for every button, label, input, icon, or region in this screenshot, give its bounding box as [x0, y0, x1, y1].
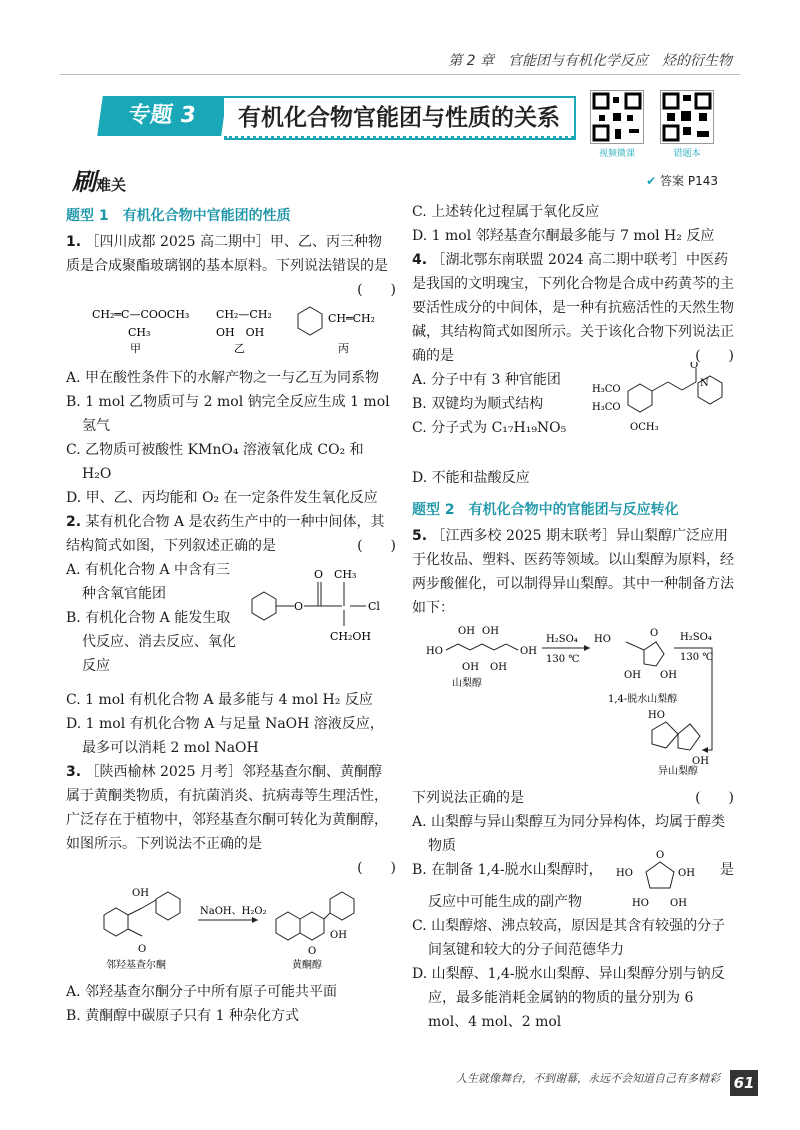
- q5-temp-2: 130 ℃: [680, 652, 714, 663]
- q5-b-ho: HO: [616, 868, 633, 879]
- q3-option-d[interactable]: D. 1 mol 邻羟基查尔酮最多能与 7 mol H₂ 反应: [412, 228, 715, 244]
- q5-oh-4: OH: [462, 662, 479, 673]
- right-column: [412, 200, 734, 1034]
- q1-option-c[interactable]: C. 乙物质可被酸性 KMnO₄ 溶液氧化成 CO₂ 和 H₂O: [66, 442, 364, 482]
- q2-ch2oh: CH₂OH: [330, 630, 372, 643]
- q3-label-a: 邻羟基查尔酮: [106, 960, 166, 971]
- answer-bracket: ( ): [357, 538, 396, 554]
- q4-n: N: [700, 378, 709, 389]
- q1-option-a[interactable]: A. 甲在酸性条件下的水解产物之一与乙互为同系物: [66, 370, 380, 386]
- q3-o-a: O: [138, 944, 147, 955]
- struct-label-b: 乙: [234, 342, 245, 355]
- struct-label-c: 丙: [338, 342, 349, 355]
- q2-structure: [246, 558, 396, 648]
- level-mark: 刷: [72, 168, 96, 196]
- q1-option-b[interactable]: B. 1 mol 乙物质可与 2 mol 钠完全反应生成 1 mol 氢气: [66, 394, 390, 434]
- q4-option-d[interactable]: D. 不能和盐酸反应: [412, 470, 530, 486]
- q4-options-a-c: [412, 368, 582, 440]
- left-column: [66, 200, 396, 1028]
- q5-option-b-block[interactable]: [412, 850, 734, 914]
- q4-ome-1: H₃CO: [592, 384, 621, 395]
- struct-label-a: 甲: [130, 342, 141, 355]
- topic-title: 有机化合物官能团与性质的关系: [224, 96, 576, 140]
- q4-option-a[interactable]: A. 分子中有 3 种官能团: [412, 372, 561, 388]
- q5-reagent-1: H₂SO₄: [546, 634, 578, 645]
- q5-scheme: [412, 620, 734, 778]
- q5-label-1: 山梨醇: [452, 678, 482, 689]
- question-stem: ［江西多校 2025 期末联考］异山梨醇广泛应用于化妆品、塑料、医药等领域。以山梨醇为原料，经两步酸催化，可以制得异山梨醇。其中一种制备方法如下：: [412, 528, 734, 616]
- q1-structures: [66, 302, 396, 358]
- question-stem: 某有机化合物 A 是农药生产中的一种中间体，其结构简式如图，下列叙述正确的是: [66, 514, 385, 554]
- struct-c-line1: CH═CH₂: [328, 312, 376, 325]
- q5-label-3: 异山梨醇: [658, 766, 698, 777]
- question-4: [412, 248, 734, 368]
- q2-options-a-b: [66, 558, 241, 678]
- header-divider: [60, 74, 740, 75]
- question-1: [66, 230, 396, 298]
- q4-option-b[interactable]: B. 双键均为顺式结构: [412, 396, 544, 412]
- q3-label-b: 黄酮醇: [292, 960, 322, 971]
- q2-option-b[interactable]: B. 有机化合物 A 能发生取代反应、消去反应、氧化反应: [66, 610, 236, 674]
- question-prompt: 下列说法正确的是: [412, 790, 524, 806]
- q3-oh-a: OH: [132, 888, 149, 899]
- topic-tag: 专题 3: [97, 96, 227, 136]
- q5-label-2: 1,4-脱水山梨醇: [608, 694, 678, 705]
- answer-bracket: ( ): [357, 860, 396, 876]
- q3-option-b[interactable]: B. 黄酮醇中碳原子只有 1 种杂化方式: [66, 1008, 299, 1024]
- q3-reagent: NaOH、H₂O₂: [200, 906, 267, 917]
- q5-option-b-tail2: 反应中可能生成的副产物: [428, 894, 582, 910]
- q5-option-c[interactable]: C. 山梨醇熔、沸点较高，原因是其含有较强的分子间氢键和较大的分子间范德华力: [412, 918, 726, 958]
- page-number: 61: [730, 1070, 758, 1096]
- q4-option-c[interactable]: C. 分子式为 C₁₇H₁₉NO₅: [412, 420, 567, 436]
- q2-option-c[interactable]: C. 1 mol 有机化合物 A 最多能与 4 mol H₂ 反应: [66, 692, 373, 708]
- q5-oh-7: OH: [660, 670, 677, 681]
- q5-option-b-tail: 是: [720, 862, 734, 878]
- q5-oh-5: OH: [490, 662, 507, 673]
- qr-wrong-label: 错题本: [673, 149, 701, 159]
- question-2: [66, 510, 396, 558]
- struct-a-line2: CH₃: [128, 326, 151, 339]
- q4-structure: [582, 362, 734, 462]
- q3-option-c[interactable]: C. 上述转化过程属于氧化反应: [412, 204, 600, 220]
- level-label: 难关: [96, 176, 127, 194]
- answer-bracket: ( ): [695, 790, 734, 806]
- answer-reference: [646, 172, 718, 189]
- question-stem: ［陕西榆林 2025 月考］邻羟基查尔酮、黄酮醇属于黄酮类物质，有抗菌消炎、抗病毒等生理活性，广泛存在于植物中，邻羟基查尔酮可转化为黄酮醇，如图所示。下列说法不正确的是: [66, 764, 388, 852]
- q5-o-1: O: [650, 628, 659, 639]
- qr-video-label: 视频微课: [598, 149, 635, 159]
- question-number: 5.: [412, 528, 428, 544]
- question-5: [412, 524, 734, 620]
- qr-code-icon: [591, 91, 643, 143]
- footer-motto: 人生就像舞台，不到谢幕，永远不会知道自己有多精彩: [456, 1072, 720, 1085]
- q3-structures: [66, 880, 396, 972]
- q5-ho-2: HO: [594, 634, 611, 645]
- struct-b-line2: OH OH: [216, 326, 265, 339]
- q2-block: [66, 558, 396, 688]
- q2-cl: Cl: [368, 600, 380, 613]
- q5-oh-6: OH: [624, 670, 641, 681]
- check-icon: ✔: [646, 174, 657, 188]
- question-number: 4.: [412, 252, 428, 268]
- q5-ho-1: HO: [426, 646, 443, 657]
- q2-option-d[interactable]: D. 1 mol 有机化合物 A 与足量 NaOH 溶液反应，最多可以消耗 2 mol NaOH: [66, 716, 384, 756]
- question-5-prompt: [412, 786, 734, 810]
- q5-temp-1: 130 ℃: [546, 654, 580, 665]
- chapter-title: 第 2 章 官能团与有机化学反应 烃的衍生物: [448, 53, 732, 69]
- q5-b-oh-2: OH: [670, 898, 687, 909]
- q5-oh-2: OH: [458, 626, 475, 637]
- question-stem: ［四川成都 2025 高二期中］甲、乙、丙三种物质是合成聚酯玻璃钢的基本原料。下列说法错误的是: [66, 234, 388, 274]
- topic-banner: [100, 96, 570, 140]
- answer-bracket: ( ): [695, 348, 734, 364]
- answer-page: 答案 P143: [660, 174, 718, 188]
- section-heading-1: 题型 1 有机化合物中官能团的性质: [66, 208, 291, 224]
- q5-reagent-2: H₂SO₄: [680, 632, 712, 643]
- page-header: [0, 0, 800, 80]
- q4-ome-3: OCH₃: [630, 422, 659, 433]
- struct-a-line1: CH₂═C—COOCH₃: [92, 308, 190, 321]
- q5-b-ho-2: HO: [632, 898, 649, 909]
- question-number: 1.: [66, 234, 82, 250]
- q2-o: O: [314, 568, 324, 581]
- banner-dots: [224, 136, 574, 139]
- question-3: [66, 760, 396, 856]
- q4-o: O: [690, 362, 699, 371]
- question-number: 3.: [66, 764, 82, 780]
- q5-b-structure: [616, 848, 708, 910]
- q5-ho-3: HO: [648, 710, 665, 721]
- q3-option-a[interactable]: A. 邻羟基查尔酮分子中所有原子可能共平面: [66, 984, 338, 1000]
- q3-oh-b: OH: [330, 930, 347, 941]
- q5-b-oh-1: OH: [678, 868, 695, 879]
- svg-text:O: O: [294, 600, 304, 613]
- q5-option-d[interactable]: D. 山梨醇、1,4-脱水山梨醇、异山梨醇分别与钠反应，最多能消耗金属钠的物质的量分别为 6 mol、4 mol、2 mol: [412, 966, 725, 1030]
- q4-block: [412, 362, 734, 466]
- section-heading-2: 题型 2 有机化合物中的官能团与反应转化: [412, 502, 679, 518]
- qr-code-video[interactable]: [590, 90, 644, 144]
- qr-code-wrong[interactable]: [660, 90, 714, 144]
- q5-b-o: O: [656, 850, 665, 861]
- struct-b-line1: CH₂—CH₂: [216, 308, 272, 321]
- qr-code-icon: [661, 91, 713, 143]
- answer-bracket: ( ): [357, 282, 396, 298]
- q2-option-a[interactable]: A. 有机化合物 A 中含有三种含氧官能团: [66, 562, 231, 602]
- q5-oh-3: OH: [482, 626, 499, 637]
- q5-oh-1: OH: [520, 646, 537, 657]
- benzene-ring: [298, 307, 322, 335]
- q4-ome-2: H₃CO: [592, 402, 621, 413]
- q5-option-b: B. 在制备 1,4-脱水山梨醇时，: [412, 862, 603, 878]
- q1-option-d[interactable]: D. 甲、乙、丙均能和 O₂ 在一定条件发生氧化反应: [66, 490, 378, 506]
- question-stem: ［湖北鄂东南联盟 2024 高二期中联考］中医药是我国的文明瑰宝，下列化合物是合成中药黄芩的主要活性成分的中间体，是一种有抗癌活性的天然生物碱，其结构简式如图所示。关于该化合物下列说法正确的是: [412, 252, 734, 364]
- q3-o-b: O: [308, 946, 317, 957]
- question-number: 2.: [66, 514, 82, 530]
- q2-ch3: CH₃: [334, 568, 357, 581]
- q5-oh-8: OH: [692, 756, 709, 767]
- level-heading: [72, 162, 126, 197]
- q5-option-a[interactable]: A. 山梨醇与异山梨醇互为同分异构体，均属于醇类物质: [412, 814, 726, 854]
